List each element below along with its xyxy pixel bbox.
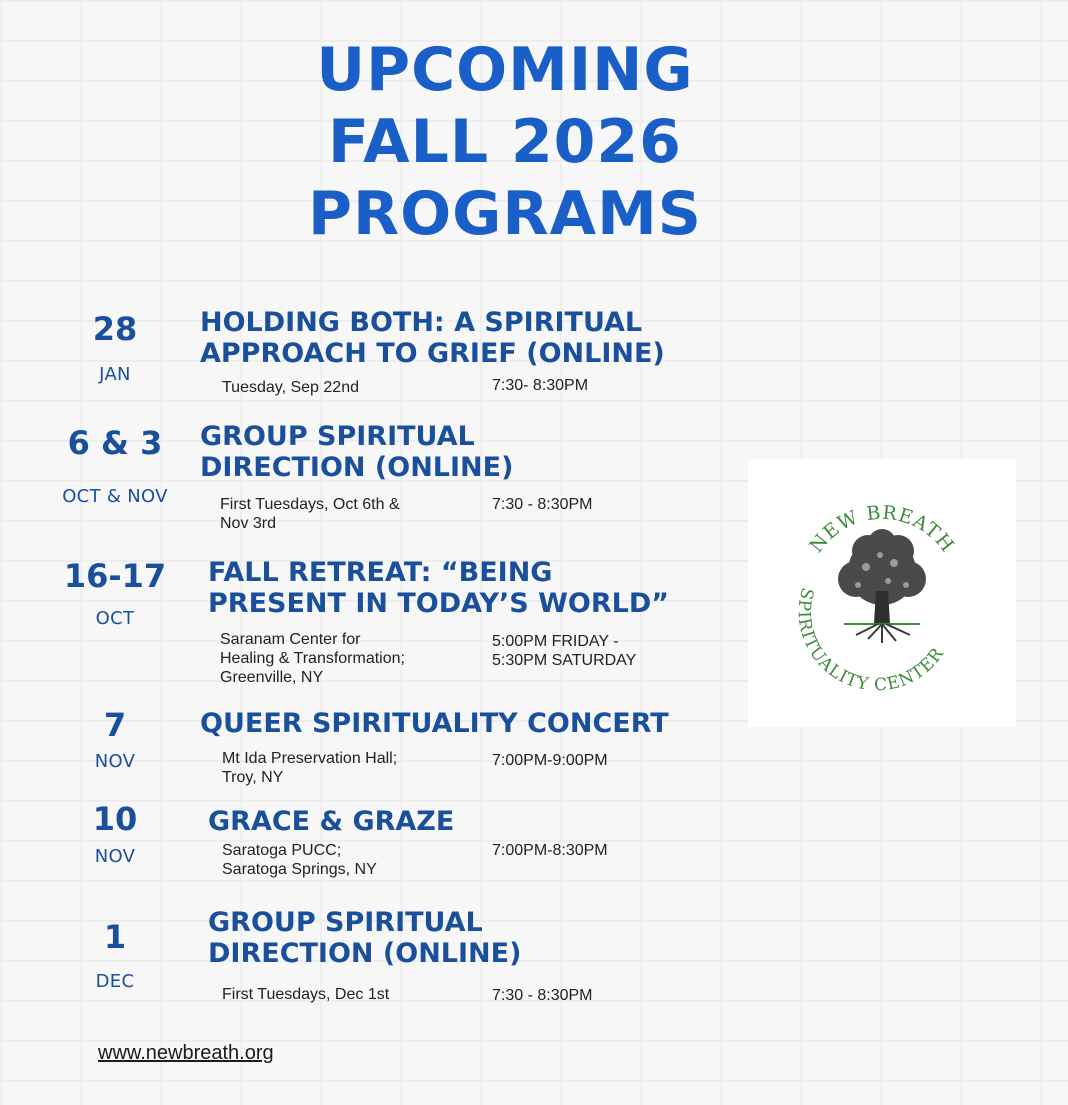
event-time: 7:30- 8:30PM	[492, 377, 589, 394]
event-title: GRACE & GRAZE	[208, 806, 455, 837]
event-time: 7:00PM-8:30PM	[492, 842, 608, 859]
event-title: QUEER SPIRITUALITY CONCERT	[200, 708, 669, 739]
event-info: Tuesday, Sep 22nd	[222, 379, 359, 396]
event-month: NOV	[94, 751, 136, 772]
event-day: 7	[103, 706, 127, 744]
event-info: First Tuesdays, Dec 1st	[222, 986, 390, 1003]
website-link[interactable]: www.newbreath.org	[98, 1042, 274, 1064]
title-line-2: FALL 2026	[328, 107, 682, 177]
event-time: 5:00PM FRIDAY - 5:30PM SATURDAY	[492, 633, 637, 669]
event-month: OCT	[95, 608, 135, 629]
page-title	[0, 34, 1010, 250]
event-title: GROUP SPIRITUAL DIRECTION (ONLINE)	[200, 421, 514, 483]
event-day: 1	[103, 918, 127, 956]
title-line-1: UPCOMING	[316, 35, 694, 105]
event-info: Saranam Center for Healing & Transformation; Greenville, NY	[220, 631, 405, 686]
event-time: 7:30 - 8:30PM	[492, 987, 593, 1004]
event-day: 10	[92, 800, 138, 838]
event-day: 16-17	[63, 557, 167, 595]
event-day: 28	[92, 310, 138, 348]
event-day: 6 & 3	[67, 424, 163, 462]
event-info: Mt Ida Preservation Hall; Troy, NY	[222, 750, 398, 786]
event-month: DEC	[95, 971, 135, 992]
title-line-3: PROGRAMS	[308, 179, 702, 249]
logo-text-top: NEW BREATH	[805, 501, 959, 557]
event-info: Saratoga PUCC; Saratoga Springs, NY	[222, 842, 377, 878]
event-month: NOV	[94, 846, 136, 867]
event-month: OCT & NOV	[62, 486, 168, 507]
event-info: First Tuesdays, Oct 6th & Nov 3rd	[220, 496, 400, 532]
event-time: 7:30 - 8:30PM	[492, 496, 593, 513]
event-time: 7:00PM-9:00PM	[492, 752, 608, 769]
event-month: JAN	[99, 364, 131, 385]
event-title: GROUP SPIRITUAL DIRECTION (ONLINE)	[208, 907, 522, 969]
tree-icon	[748, 459, 1016, 727]
event-title: HOLDING BOTH: A SPIRITUAL APPROACH TO GRIEF (ONLINE)	[200, 307, 665, 369]
logo	[748, 459, 1016, 727]
event-title: FALL RETREAT: “BEING PRESENT IN TODAY’S WORLD”	[208, 557, 670, 619]
logo-text-bottom: SPIRITUALITY CENTER	[793, 585, 949, 696]
